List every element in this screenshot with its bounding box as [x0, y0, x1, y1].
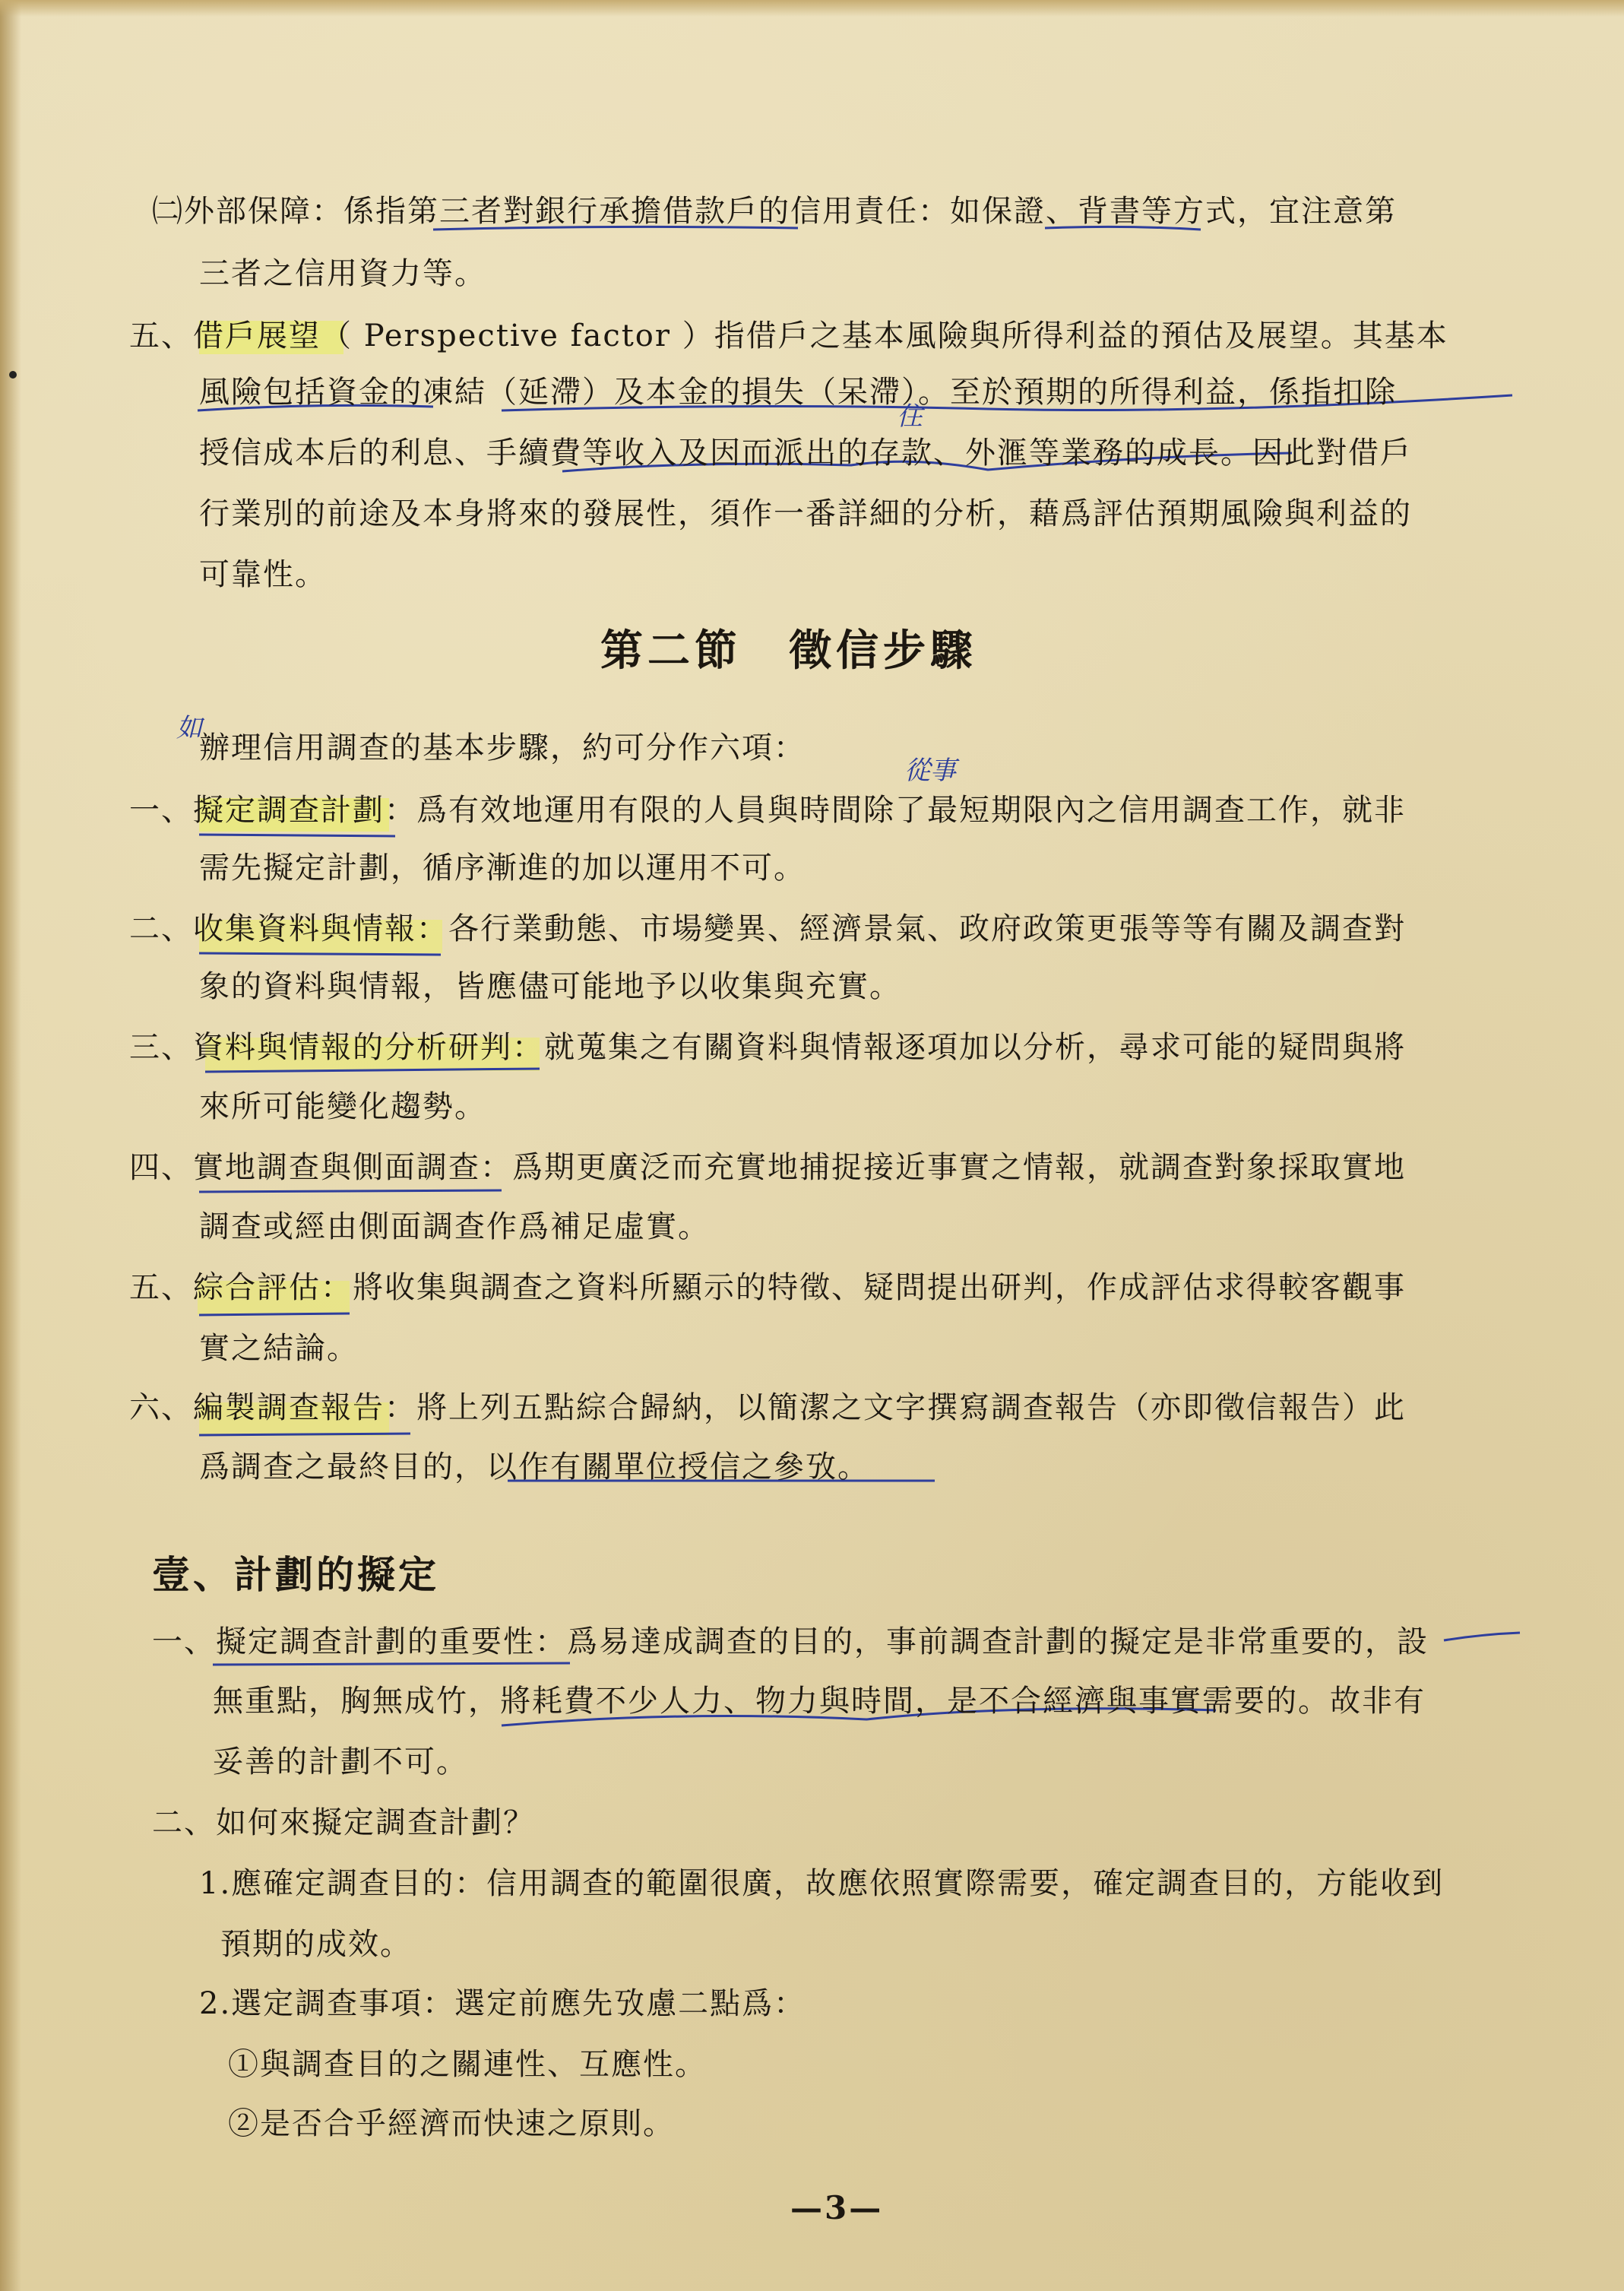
underline-step5 — [199, 1313, 350, 1315]
text-line: 五、借戶展望（ Perspective factor ）指借戶之基本風險與所得利益的預估及展望。其基本 — [129, 318, 1448, 353]
planning-line: 1.應確定調查目的：信用調查的範圍很廣，故應依照實際需要，確定調查目的，方能收到 — [199, 1866, 1445, 1901]
text-line: 行業別的前途及本身將來的發展性，須作一番詳細的分析，藉爲評估預期風險與利益的 — [199, 496, 1412, 531]
handwritten-note: 住 — [897, 401, 923, 432]
intro-text: 辦理信用調查的基本步驟，約可分作六項： — [199, 730, 806, 765]
text-line: 風險包括資金的凍結（延滯）及本金的損失（呆滯）。至於預期的所得利益，係指扣除 — [199, 375, 1397, 410]
planning-line: ②是否合乎經濟而快速之原則。 — [228, 2106, 675, 2141]
step-line: 實之結論。 — [199, 1331, 359, 1366]
step-line: 二、收集資料與情報：各行業動態、市場變異、經濟景氣、政府政策更張等等有關及調查對 — [129, 911, 1406, 946]
section-title: 第二節 徵信步驟 — [600, 626, 977, 676]
step-line: 六、編製調查報告：將上列五點綜合歸納，以簡潔之文字撰寫調查報告（亦即徵信報告）此 — [129, 1390, 1406, 1425]
underline-plan1 — [213, 1663, 570, 1665]
planning-line: 二、如何來擬定調查計劃？ — [152, 1805, 535, 1840]
underline-step6 — [199, 1434, 410, 1435]
underline-step1 — [199, 835, 395, 836]
planning-line: 一、擬定調查計劃的重要性：爲易達成調查的目的，事前調查計劃的擬定是非常重要的，設 — [152, 1624, 1429, 1659]
handwritten-note: 如 — [176, 713, 202, 743]
planning-line: 2.選定調查事項：選定前應先攷慮二點爲： — [199, 1986, 806, 2021]
step-line: 一、擬定調查計劃：爲有效地運用有限的人員與時間除了最短期限內之信用調查工作，就非 — [129, 793, 1406, 828]
step-line: 象的資料與情報，皆應儘可能地予以收集與充實。 — [199, 969, 901, 1004]
text-line: 授信成本后的利息、手續費等收入及因而派出的存款、外滙等業務的成長。因此對借戶 — [199, 436, 1412, 471]
underline-plan1b — [1444, 1633, 1520, 1640]
underline-step4 — [199, 1190, 502, 1192]
planning-line: 妥善的計劃不可。 — [213, 1744, 468, 1779]
step-line: 需先擬定計劃，循序漸進的加以運用不可。 — [199, 851, 806, 886]
handwritten-note: 從事 — [904, 756, 956, 786]
planning-line: ①與調查目的之關連性、互應性。 — [228, 2047, 707, 2082]
text-line: ㈡外部保障：係指第三者對銀行承擔借款戶的信用責任：如保證、背書等方式，宜注意第 — [152, 194, 1397, 229]
subsection-title: 壹、計劃的擬定 — [152, 1552, 439, 1597]
step-line: 調查或經由側面調查作爲補足虛實。 — [199, 1209, 710, 1244]
step-line: 三、資料與情報的分析研判：就蒐集之有關資料與情報逐項加以分析，尋求可能的疑問與將 — [129, 1030, 1406, 1065]
planning-line: 無重點，胸無成竹，將耗費不少人力、物力與時間，是不合經濟與事實需要的。故非有 — [213, 1684, 1426, 1719]
step-line: 五、綜合評估：將收集與調查之資料所顯示的特徵、疑問提出研判，作成評估求得較客觀事 — [129, 1270, 1406, 1305]
step-line: 爲調查之最終目的，以作有關單位授信之參攷。 — [199, 1450, 869, 1485]
underline-step2 — [199, 953, 441, 955]
page-number: —3— — [790, 2189, 884, 2226]
planning-line: 預期的成效。 — [220, 1927, 412, 1962]
step-line: 四、實地調查與側面調查：爲期更廣泛而充實地捕捉接近事實之情報，就調查對象採取實地 — [129, 1150, 1406, 1185]
text-line: 三者之信用資力等。 — [199, 256, 486, 291]
step-line: 來所可能變化趨勢。 — [199, 1089, 486, 1124]
text-line: 可靠性。 — [199, 557, 327, 592]
